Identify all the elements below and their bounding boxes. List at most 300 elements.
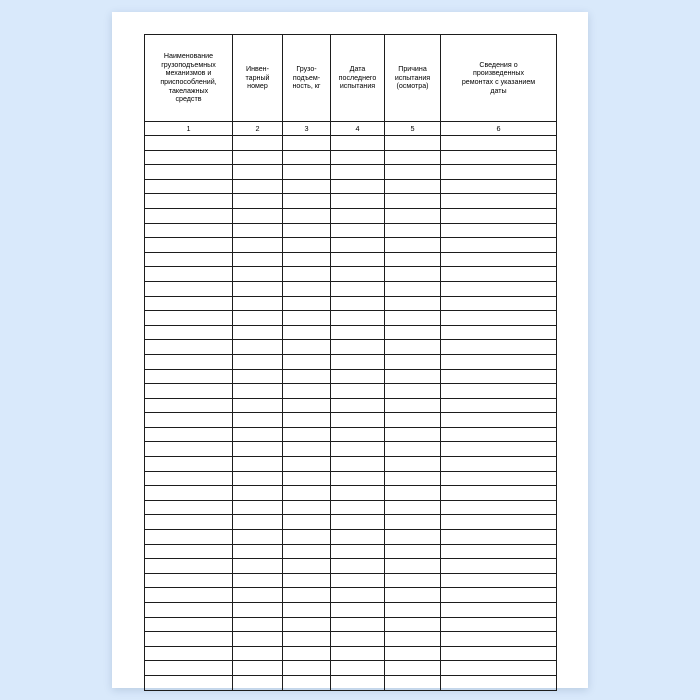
table-cell[interactable] — [233, 471, 283, 486]
table-cell[interactable] — [283, 325, 331, 340]
table-cell[interactable] — [331, 238, 385, 253]
table-row[interactable] — [145, 413, 557, 428]
table-cell[interactable] — [145, 340, 233, 355]
table-cell[interactable] — [233, 281, 283, 296]
table-row[interactable] — [145, 252, 557, 267]
table-cell[interactable] — [331, 471, 385, 486]
table-cell[interactable] — [441, 325, 557, 340]
header-cell-capacity — [283, 35, 331, 122]
table-row[interactable] — [145, 661, 557, 676]
table-cell[interactable] — [145, 457, 233, 472]
table-cell[interactable] — [441, 223, 557, 238]
table-row[interactable] — [145, 471, 557, 486]
table-row[interactable] — [145, 398, 557, 413]
table-cell[interactable] — [283, 471, 331, 486]
table-cell[interactable] — [331, 296, 385, 311]
table-cell[interactable] — [283, 179, 331, 194]
table-cell[interactable] — [145, 573, 233, 588]
table-cell[interactable] — [331, 559, 385, 574]
table-cell[interactable] — [385, 208, 441, 223]
header-line: Грузо- — [296, 65, 317, 74]
table-cell[interactable] — [145, 150, 233, 165]
table-cell[interactable] — [441, 252, 557, 267]
table-cell[interactable] — [385, 223, 441, 238]
table-cell[interactable] — [441, 208, 557, 223]
table-cell[interactable] — [233, 588, 283, 603]
table-cell[interactable] — [331, 413, 385, 428]
table-cell[interactable] — [145, 238, 233, 253]
table-cell[interactable] — [145, 500, 233, 515]
table-cell[interactable] — [385, 457, 441, 472]
table-row[interactable] — [145, 588, 557, 603]
table-cell[interactable] — [385, 427, 441, 442]
table-row[interactable] — [145, 325, 557, 340]
table-cell[interactable] — [441, 238, 557, 253]
table-cell[interactable] — [441, 661, 557, 676]
table-cell[interactable] — [441, 281, 557, 296]
header-line: произведенных — [473, 69, 524, 78]
table-cell[interactable] — [331, 486, 385, 501]
table-cell[interactable] — [145, 544, 233, 559]
header-line: испытания — [394, 73, 431, 82]
table-cell[interactable] — [233, 646, 283, 661]
table-cell[interactable] — [233, 398, 283, 413]
table-cell[interactable] — [145, 661, 233, 676]
table-cell[interactable] — [233, 457, 283, 472]
table-cell[interactable] — [331, 675, 385, 690]
header-line: Причина — [398, 65, 427, 74]
table-cell[interactable] — [145, 311, 233, 326]
table-cell[interactable] — [233, 369, 283, 384]
table-cell[interactable] — [331, 515, 385, 530]
table-cell[interactable] — [331, 150, 385, 165]
header-line: подъем- — [292, 73, 321, 82]
table-cell[interactable] — [385, 500, 441, 515]
table-cell[interactable] — [283, 661, 331, 676]
table-cell[interactable] — [233, 617, 283, 632]
column-number-cell: 3 — [283, 122, 331, 136]
table-cell[interactable] — [233, 500, 283, 515]
table-cell[interactable] — [331, 340, 385, 355]
table-cell[interactable] — [233, 238, 283, 253]
table-cell[interactable] — [331, 165, 385, 180]
table-cell[interactable] — [283, 632, 331, 647]
header-line: Сведения о — [479, 60, 518, 69]
table-row[interactable] — [145, 165, 557, 180]
table-cell[interactable] — [145, 632, 233, 647]
header-line: приспособлений, — [160, 78, 217, 86]
table-cell[interactable] — [441, 486, 557, 501]
table-body — [145, 136, 557, 691]
table-cell[interactable] — [283, 442, 331, 457]
table-cell[interactable] — [385, 413, 441, 428]
table-cell[interactable] — [331, 588, 385, 603]
table-cell[interactable] — [385, 296, 441, 311]
table-cell[interactable] — [233, 296, 283, 311]
table-cell[interactable] — [385, 354, 441, 369]
table-cell[interactable] — [441, 442, 557, 457]
table-row[interactable] — [145, 179, 557, 194]
table-cell[interactable] — [331, 617, 385, 632]
table-cell[interactable] — [233, 194, 283, 209]
table-cell[interactable] — [283, 281, 331, 296]
header-cell-name — [145, 35, 233, 122]
table-cell[interactable] — [145, 296, 233, 311]
table-cell[interactable] — [283, 165, 331, 180]
table-cell[interactable] — [385, 617, 441, 632]
table-cell[interactable] — [331, 632, 385, 647]
header-line: Наименование — [163, 52, 214, 61]
table-cell[interactable] — [233, 632, 283, 647]
table-cell[interactable] — [441, 675, 557, 690]
table-cell[interactable] — [283, 427, 331, 442]
table-cell[interactable] — [441, 398, 557, 413]
table-cell[interactable] — [145, 646, 233, 661]
table-cell[interactable] — [283, 603, 331, 618]
table-cell[interactable] — [283, 136, 331, 151]
table-row[interactable] — [145, 281, 557, 296]
table-cell[interactable] — [441, 354, 557, 369]
table-row[interactable] — [145, 530, 557, 545]
table-cell[interactable] — [441, 544, 557, 559]
header-line: механизмов и — [165, 69, 212, 78]
table-cell[interactable] — [283, 559, 331, 574]
table-cell[interactable] — [283, 267, 331, 282]
table-cell[interactable] — [331, 194, 385, 209]
table-cell[interactable] — [441, 413, 557, 428]
table-cell[interactable] — [331, 530, 385, 545]
header-line: ремонтах с указанием — [461, 78, 536, 86]
column-number-cell: 2 — [233, 122, 283, 136]
table-cell[interactable] — [331, 442, 385, 457]
table-cell[interactable] — [441, 179, 557, 194]
table-cell[interactable] — [331, 281, 385, 296]
table-cell[interactable] — [441, 136, 557, 151]
table-cell[interactable] — [385, 471, 441, 486]
table-cell[interactable] — [441, 150, 557, 165]
table-cell[interactable] — [441, 340, 557, 355]
table-cell[interactable] — [331, 252, 385, 267]
table-cell[interactable] — [283, 311, 331, 326]
table-area — [144, 34, 556, 691]
table-cell[interactable] — [283, 530, 331, 545]
header-cell-repairs — [441, 35, 557, 122]
column-number-row — [145, 122, 557, 136]
header-cell-test-reason — [385, 35, 441, 122]
header-line: средств — [175, 95, 202, 104]
table-cell[interactable] — [283, 208, 331, 223]
table-cell[interactable] — [233, 208, 283, 223]
table-cell[interactable] — [233, 515, 283, 530]
table-cell[interactable] — [283, 238, 331, 253]
table-row[interactable] — [145, 238, 557, 253]
table-cell[interactable] — [233, 311, 283, 326]
table-cell[interactable] — [233, 354, 283, 369]
table-cell[interactable] — [145, 486, 233, 501]
table-cell[interactable] — [233, 413, 283, 428]
table-cell[interactable] — [283, 369, 331, 384]
table-cell[interactable] — [441, 165, 557, 180]
table-cell[interactable] — [331, 369, 385, 384]
table-cell[interactable] — [145, 398, 233, 413]
table-cell[interactable] — [283, 413, 331, 428]
table-cell[interactable] — [233, 325, 283, 340]
table-cell[interactable] — [233, 165, 283, 180]
table-cell[interactable] — [385, 194, 441, 209]
table-cell[interactable] — [441, 500, 557, 515]
table-row[interactable] — [145, 603, 557, 618]
table-row[interactable] — [145, 150, 557, 165]
table-row[interactable] — [145, 223, 557, 238]
table-cell[interactable] — [385, 384, 441, 399]
table-cell[interactable] — [441, 617, 557, 632]
table-cell[interactable] — [441, 515, 557, 530]
table-cell[interactable] — [233, 136, 283, 151]
table-cell[interactable] — [283, 675, 331, 690]
table-cell[interactable] — [145, 223, 233, 238]
table-cell[interactable] — [233, 486, 283, 501]
table-cell[interactable] — [283, 500, 331, 515]
table-cell[interactable] — [283, 194, 331, 209]
table-cell[interactable] — [385, 442, 441, 457]
header-cell-inventory-number — [233, 35, 283, 122]
table-cell[interactable] — [441, 646, 557, 661]
table-cell[interactable] — [145, 559, 233, 574]
table-cell[interactable] — [233, 573, 283, 588]
table-row[interactable] — [145, 500, 557, 515]
table-cell[interactable] — [441, 369, 557, 384]
header-line: такелажных — [168, 86, 209, 95]
table-cell[interactable] — [441, 588, 557, 603]
table-cell[interactable] — [385, 281, 441, 296]
table-cell[interactable] — [283, 486, 331, 501]
table-cell[interactable] — [441, 559, 557, 574]
header-line: испытания — [339, 82, 376, 91]
table-cell[interactable] — [441, 194, 557, 209]
table-cell[interactable] — [145, 194, 233, 209]
column-number-cell: 1 — [145, 122, 233, 136]
table-row[interactable] — [145, 675, 557, 690]
table-cell[interactable] — [233, 223, 283, 238]
table-cell[interactable] — [441, 384, 557, 399]
table-cell[interactable] — [385, 544, 441, 559]
table-cell[interactable] — [385, 311, 441, 326]
table-cell[interactable] — [441, 267, 557, 282]
table-row[interactable] — [145, 194, 557, 209]
table-cell[interactable] — [385, 559, 441, 574]
table-cell[interactable] — [385, 398, 441, 413]
table-cell[interactable] — [233, 427, 283, 442]
table-cell[interactable] — [145, 267, 233, 282]
table-cell[interactable] — [331, 427, 385, 442]
table-cell[interactable] — [283, 646, 331, 661]
table-cell[interactable] — [145, 136, 233, 151]
table-row[interactable] — [145, 559, 557, 574]
table-cell[interactable] — [145, 208, 233, 223]
table-cell[interactable] — [233, 675, 283, 690]
table-row[interactable] — [145, 617, 557, 632]
table-cell[interactable] — [385, 369, 441, 384]
table-cell[interactable] — [145, 603, 233, 618]
table-cell[interactable] — [283, 296, 331, 311]
table-cell[interactable] — [331, 573, 385, 588]
table-cell[interactable] — [331, 544, 385, 559]
table-cell[interactable] — [441, 457, 557, 472]
table-cell[interactable] — [283, 573, 331, 588]
table-cell[interactable] — [331, 398, 385, 413]
table-cell[interactable] — [233, 442, 283, 457]
table-cell[interactable] — [385, 661, 441, 676]
table-cell[interactable] — [331, 179, 385, 194]
table-cell[interactable] — [385, 179, 441, 194]
table-row[interactable] — [145, 632, 557, 647]
table-cell[interactable] — [331, 457, 385, 472]
table-row[interactable] — [145, 311, 557, 326]
table-cell[interactable] — [441, 471, 557, 486]
table-cell[interactable] — [145, 427, 233, 442]
table-cell[interactable] — [145, 165, 233, 180]
table-cell[interactable] — [385, 238, 441, 253]
table-cell[interactable] — [385, 646, 441, 661]
table-cell[interactable] — [283, 150, 331, 165]
table-cell[interactable] — [441, 427, 557, 442]
table-cell[interactable] — [331, 384, 385, 399]
table-cell[interactable] — [385, 252, 441, 267]
table-cell[interactable] — [441, 311, 557, 326]
table-cell[interactable] — [385, 150, 441, 165]
table-row[interactable] — [145, 573, 557, 588]
table-cell[interactable] — [283, 340, 331, 355]
table-cell[interactable] — [145, 617, 233, 632]
table-row[interactable] — [145, 544, 557, 559]
table-cell[interactable] — [233, 340, 283, 355]
table-cell[interactable] — [283, 252, 331, 267]
table-cell[interactable] — [441, 603, 557, 618]
table-cell[interactable] — [331, 646, 385, 661]
table-cell[interactable] — [385, 632, 441, 647]
table-cell[interactable] — [233, 559, 283, 574]
table-row[interactable] — [145, 354, 557, 369]
table-cell[interactable] — [385, 675, 441, 690]
table-cell[interactable] — [385, 325, 441, 340]
table-cell[interactable] — [145, 413, 233, 428]
table-row[interactable] — [145, 457, 557, 472]
table-cell[interactable] — [233, 661, 283, 676]
table-cell[interactable] — [233, 150, 283, 165]
table-cell[interactable] — [385, 267, 441, 282]
document-page — [112, 12, 588, 688]
table-cell[interactable] — [331, 354, 385, 369]
table-cell[interactable] — [233, 530, 283, 545]
table-row[interactable] — [145, 486, 557, 501]
table-cell[interactable] — [283, 354, 331, 369]
table-cell[interactable] — [233, 252, 283, 267]
table-cell[interactable] — [145, 588, 233, 603]
table-cell[interactable] — [145, 675, 233, 690]
table-cell[interactable] — [331, 208, 385, 223]
table-cell[interactable] — [145, 354, 233, 369]
table-cell[interactable] — [331, 311, 385, 326]
table-cell[interactable] — [385, 340, 441, 355]
table-cell[interactable] — [145, 384, 233, 399]
table-cell[interactable] — [145, 442, 233, 457]
table-cell[interactable] — [233, 384, 283, 399]
header-cell-last-test-date — [331, 35, 385, 122]
table-row[interactable] — [145, 208, 557, 223]
table-cell[interactable] — [331, 661, 385, 676]
table-cell[interactable] — [385, 588, 441, 603]
table-row[interactable] — [145, 646, 557, 661]
registration-table — [144, 34, 557, 691]
header-line: грузоподъемных — [161, 60, 216, 69]
table-row[interactable] — [145, 340, 557, 355]
table-cell[interactable] — [385, 165, 441, 180]
table-cell[interactable] — [233, 267, 283, 282]
table-cell[interactable] — [331, 267, 385, 282]
header-line: Дата — [349, 65, 366, 74]
table-cell[interactable] — [283, 223, 331, 238]
table-cell[interactable] — [233, 544, 283, 559]
header-line: даты — [490, 86, 507, 95]
table-row[interactable] — [145, 369, 557, 384]
table-cell[interactable] — [145, 252, 233, 267]
table-cell[interactable] — [385, 486, 441, 501]
table-cell[interactable] — [145, 515, 233, 530]
table-cell[interactable] — [385, 515, 441, 530]
header-line: номер — [247, 82, 268, 91]
table-row[interactable] — [145, 384, 557, 399]
table-cell[interactable] — [441, 573, 557, 588]
table-cell[interactable] — [283, 588, 331, 603]
table-row[interactable] — [145, 136, 557, 151]
table-cell[interactable] — [283, 544, 331, 559]
table-cell[interactable] — [283, 457, 331, 472]
table-cell[interactable] — [441, 530, 557, 545]
table-cell[interactable] — [145, 325, 233, 340]
table-cell[interactable] — [331, 325, 385, 340]
table-cell[interactable] — [441, 632, 557, 647]
table-cell[interactable] — [145, 471, 233, 486]
table-row[interactable] — [145, 515, 557, 530]
table-cell[interactable] — [385, 573, 441, 588]
table-cell[interactable] — [145, 530, 233, 545]
table-cell[interactable] — [283, 515, 331, 530]
table-cell[interactable] — [283, 384, 331, 399]
table-cell[interactable] — [331, 603, 385, 618]
table-cell[interactable] — [145, 369, 233, 384]
header-line: Инвен- — [246, 65, 269, 74]
table-cell[interactable] — [145, 179, 233, 194]
table-cell[interactable] — [145, 281, 233, 296]
table-row[interactable] — [145, 442, 557, 457]
table-cell[interactable] — [331, 136, 385, 151]
table-cell[interactable] — [283, 617, 331, 632]
table-cell[interactable] — [233, 179, 283, 194]
column-number-cell: 6 — [441, 122, 557, 136]
table-cell[interactable] — [385, 603, 441, 618]
table-cell[interactable] — [233, 603, 283, 618]
table-cell[interactable] — [331, 223, 385, 238]
table-cell[interactable] — [283, 398, 331, 413]
table-row[interactable] — [145, 427, 557, 442]
table-header — [145, 35, 557, 136]
table-cell[interactable] — [441, 296, 557, 311]
table-cell[interactable] — [385, 530, 441, 545]
table-row[interactable] — [145, 296, 557, 311]
table-row[interactable] — [145, 267, 557, 282]
table-cell[interactable] — [331, 500, 385, 515]
table-cell[interactable] — [385, 136, 441, 151]
